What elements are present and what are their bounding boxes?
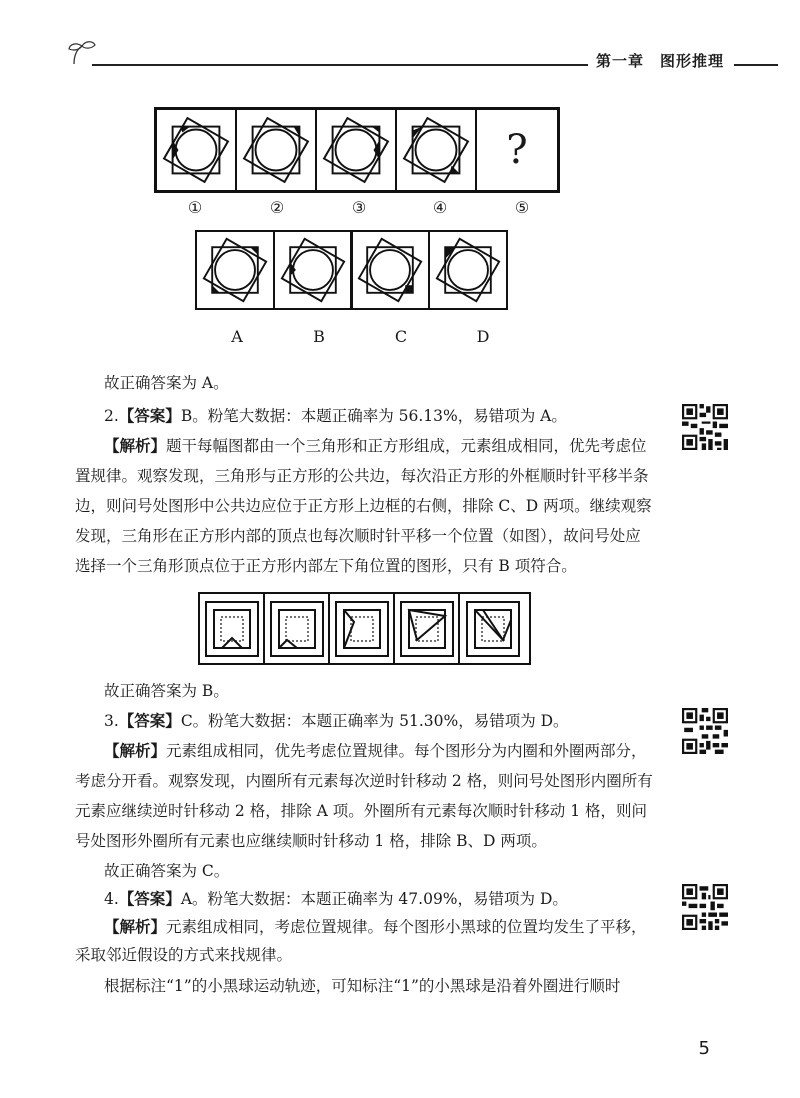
question-number: 4. (104, 890, 119, 908)
strip-cell (200, 594, 265, 663)
answer-line-3 (104, 711, 569, 731)
analysis-line (104, 741, 647, 761)
answer-conclusion-3: 故正确答案为 C。 (104, 862, 230, 880)
strip-cell (265, 594, 330, 663)
answer-conclusion-1: 故正确答案为 A。 (104, 374, 229, 392)
options-figure (195, 230, 508, 310)
header-rule-left (92, 64, 588, 66)
qr-code-icon[interactable] (682, 884, 728, 930)
analysis-text: 题干每幅图都由一个三角形和正方形组成，元素组成相同，优先考虑位 (166, 437, 647, 455)
qr-code-icon[interactable] (682, 404, 728, 450)
page-number: 5 (698, 1038, 710, 1059)
analysis-line: 选择一个三角形顶点位于正方形内部左下角位置的图形，只有 B 项符合。 (75, 557, 577, 575)
analysis-tag: 【解析】 (104, 917, 167, 936)
chapter-title: 第一章 图形推理 (596, 52, 725, 70)
analysis-text: 元素组成相同，优先考虑位置规律。每个图形分为内圈和外圈两部分， (166, 742, 647, 760)
sequence-figure (154, 107, 560, 193)
analysis-line (104, 917, 647, 937)
option-label-d: D (476, 327, 490, 346)
sequence-cell-4 (397, 110, 477, 190)
analysis-line: 考虑分开看。观察发现，内圈所有元素每次逆时针移动 2 格，则问号处图形内圈所有 (75, 772, 653, 790)
sequence-cell-2 (237, 110, 317, 190)
option-label-b: B (313, 327, 325, 346)
option-label-c: C (394, 327, 408, 346)
answer-tag: 【答案】 (118, 889, 181, 908)
question-number: 3. (104, 712, 119, 730)
option-d-figure (428, 230, 508, 310)
analysis-line: 根据标注“1”的小黑球运动轨迹，可知标注“1”的小黑球是沿着外圈进行顺时 (104, 977, 621, 995)
sprout-icon (66, 38, 100, 66)
sequence-label-4: ④ (432, 198, 448, 217)
analysis-line: 元素应继续逆时针移动 2 格，排除 A 项。外圈所有元素每次顺时针移动 1 格，则问 (75, 802, 647, 820)
answer-tag: 【答案】 (118, 406, 181, 425)
sequence-cell-3 (317, 110, 397, 190)
analysis-line: 发现，三角形在正方形内部的顶点也每次顺时针平移一个位置（如图），故问号处应 (75, 527, 641, 545)
header-rule-right (734, 64, 778, 66)
sequence-cell-1 (157, 110, 237, 190)
answer-text: A。粉笔大数据：本题正确率为 47.09%，易错项为 D。 (180, 890, 568, 908)
answer-text: B。粉笔大数据：本题正确率为 56.13%，易错项为 A。 (180, 407, 567, 425)
option-a-figure (195, 230, 275, 310)
answer-tag: 【答案】 (118, 711, 181, 730)
sequence-label-5: ⑤ (514, 198, 530, 217)
option-b-figure (273, 230, 353, 310)
sequence-label-2: ② (269, 198, 285, 217)
strip-cell (460, 594, 525, 663)
analysis-line: 采取邻近假设的方式来找规律。 (75, 946, 293, 964)
analysis-tag: 【解析】 (104, 741, 167, 760)
analysis-line (104, 436, 647, 456)
analysis-text: 元素组成相同，考虑位置规律。每个图形小黑球的位置均发生了平移， (166, 918, 647, 936)
analysis-tag: 【解析】 (104, 436, 167, 455)
question-cell (477, 110, 557, 190)
strip-cell (330, 594, 395, 663)
question-number: 2. (104, 407, 119, 425)
analysis-line: 边，则问号处图形中公共边应位于正方形上边框的右侧，排除 C、D 两项。继续观察 (75, 497, 652, 515)
answer-conclusion-2: 故正确答案为 B。 (104, 682, 229, 700)
option-label-a: A (231, 327, 243, 346)
qr-code-icon[interactable] (682, 708, 728, 754)
strip-cell (395, 594, 460, 663)
analysis-line: 号处图形外圈所有元素也应继续顺时针移动 1 格，排除 B、D 两项。 (75, 832, 547, 850)
answer-line-4 (104, 889, 568, 909)
answer-text: C。粉笔大数据：本题正确率为 51.30%，易错项为 D。 (180, 712, 569, 730)
analysis-line: 置规律。观察发现，三角形与正方形的公共边，每次沿正方形的外框顺时针平移半条 (75, 467, 649, 485)
sequence-label-3: ③ (351, 198, 367, 217)
question-mark: ? (506, 127, 528, 173)
triangle-path-figure (198, 592, 531, 665)
option-c-figure (350, 230, 430, 310)
answer-line-2 (104, 406, 567, 426)
sequence-label-1: ① (187, 198, 203, 217)
